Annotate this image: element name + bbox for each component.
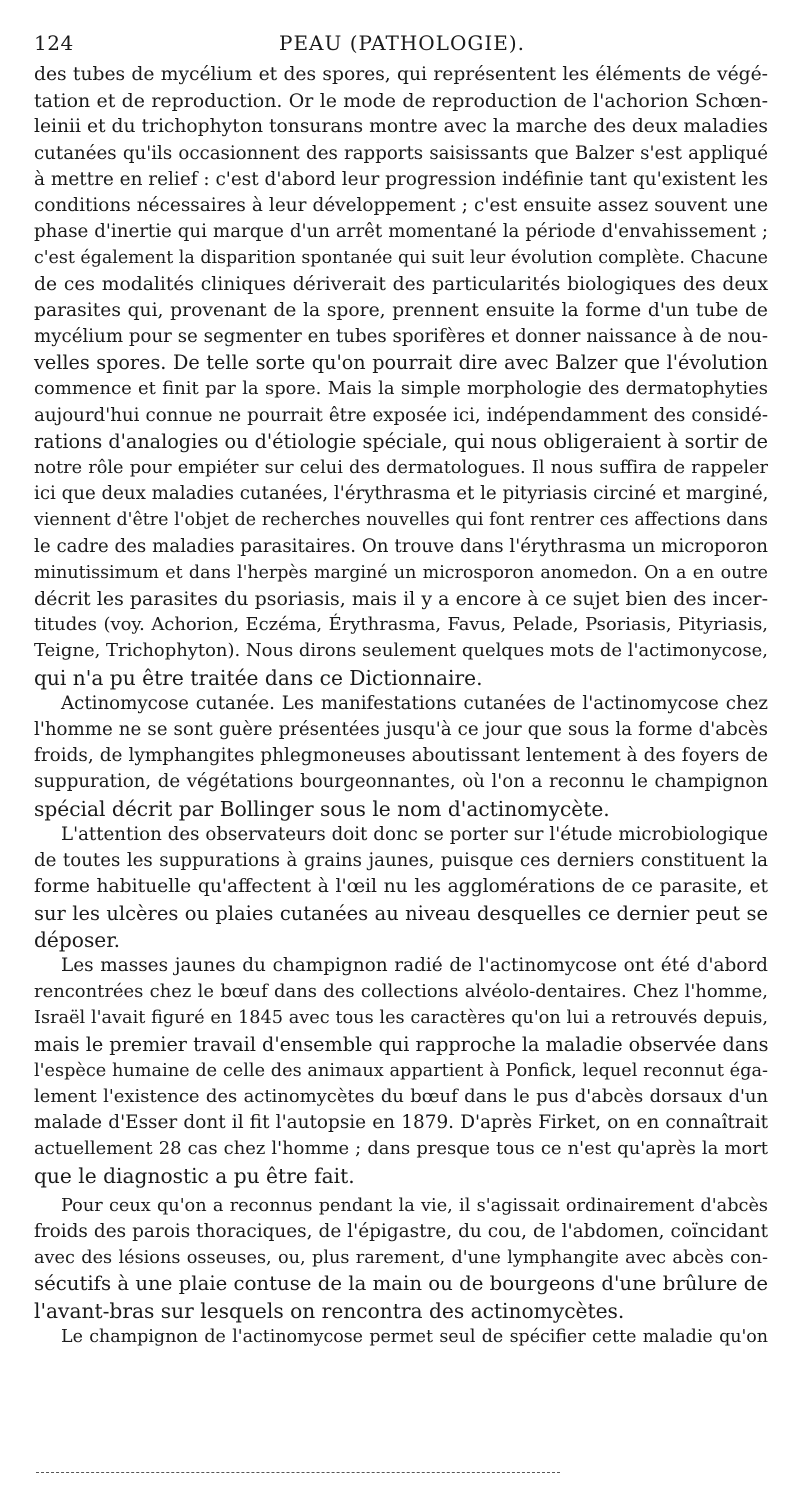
text-line: l'homme ne se sont guère présentées jusqu'à ce jour que sous la forme d'abcès <box>34 719 768 741</box>
text-line: conditions nécessaires à leur développement ; c'est ensuite assez souvent une <box>34 195 768 217</box>
text-line: rencontrées chez le bœuf dans des collections alvéolo-dentaires. Chez l'homme, <box>34 981 768 1003</box>
text-line: mais le premier travail d'ensemble qui rapproche la maladie observée dans <box>34 1032 769 1056</box>
text-line: aujourd'hui connue ne pourrait être exposée ici, indépendamment des considé- <box>34 404 768 426</box>
text-line: spécial décrit par Bollinger sous le nom d'actinomycète. <box>34 796 610 821</box>
text-line: Pour ceux qu'on a reconnus pendant la vie, il s'agissait ordinairement d'abcès <box>61 1195 768 1216</box>
text-line: c'est également la disparition spontanée qui suit leur évolution complète. Chacune <box>34 248 768 269</box>
text-line: déposer. <box>34 927 121 952</box>
text-line: minutissimum et dans l'herpès marginé un microsporon anomedon. On a en outre <box>34 562 768 583</box>
text-line: malade d'Esser dont il fit l'autopsie en 1879. D'après Firket, on en connaîtrait <box>34 1112 768 1134</box>
text-line: forme habituelle qu'affectent à l'œil nu les agglomérations de ce parasite, et <box>34 876 768 898</box>
text-line: l'espèce humaine de celle des animaux appartient à Ponfick, lequel reconnut éga- <box>34 1060 768 1081</box>
text-line: de toutes les suppurations à grains jaunes, puisque ces derniers constituent la <box>34 850 768 872</box>
text-line: rations d'analogies ou d'étiologie spéciale, qui nous obligeraient à sortir de <box>34 429 768 453</box>
paragraph <box>34 822 768 953</box>
text-line: de ces modalités cliniques dériverait des particularités biologiques des deux <box>34 273 768 295</box>
text-line: notre rôle pour empiéter sur celui des dermatologues. Il nous suffira de rappeler <box>34 458 768 479</box>
running-title: PEAU (PATHOLOGIE). <box>279 31 525 55</box>
text-line: décrit les parasites du psoriasis, mais il y a encore à ce sujet bien des incer- <box>34 588 768 611</box>
text-line: phase d'inertie qui marque d'un arrêt momentané la période d'envahissement ; <box>34 221 768 243</box>
text-line: froids, de lymphangites phlegmoneuses aboutissant lentement à des foyers de <box>34 745 768 767</box>
text-line: L'attention des observateurs doit donc se porter sur l'étude microbiologique <box>61 823 768 845</box>
text-line: lement l'existence des actinomycètes du bœuf dans le pus d'abcès dorsaux d'un <box>34 1085 768 1107</box>
paragraph <box>34 1324 768 1350</box>
text-line: sur les ulcères ou plaies cutanées au niveau desquelles ce dernier peut se <box>34 901 768 925</box>
paragraph <box>34 1193 768 1324</box>
text-line: actuellement 28 cas chez l'homme ; dans presque tous ce n'est qu'après la mort <box>34 1138 768 1160</box>
text-line: leinii et du trichophyton tonsurans montre avec la marche des deux maladies <box>34 116 768 138</box>
footer-rule <box>36 1472 560 1473</box>
text-line: sécutifs à une plaie contuse de la main ou de bourgeons d'une brûlure de <box>34 1272 768 1296</box>
text-line: tation et de reproduction. Or le mode de reproduction de l'achorion Schœn- <box>34 90 768 113</box>
text-line: l'avant-bras sur lesquels on rencontra des actinomycètes. <box>34 1298 625 1323</box>
text-line: suppuration, de végétations bourgeonnantes, où l'on a reconnu le champignon <box>34 771 768 793</box>
text-line: des tubes de mycélium et des spores, qui représentent les éléments de végé- <box>34 64 768 85</box>
text-line: velles spores. De telle sorte qu'on pourrait dire avec Balzer que l'évolution <box>34 351 768 375</box>
page-number: 124 <box>34 31 74 55</box>
text-line: que le diagnostic a pu être fait. <box>34 1163 355 1188</box>
text-line: Teigne, Trichophyton). Nous dirons seulement quelques mots de l'actimonycose, <box>34 640 768 662</box>
text-line: Israël l'avait figuré en 1845 avec tous les caractères qu'on lui a retrouvés depuis, <box>34 1008 768 1029</box>
text-line: Le champignon de l'actinomycose permet seul de spécifier cette maladie qu'on <box>61 1326 768 1347</box>
text-line: ici que deux maladies cutanées, l'érythrasma et le pityriasis circiné et marginé, <box>34 483 769 505</box>
text-line: froids des parois thoraciques, de l'épigastre, du cou, de l'abdomen, coïncidant <box>34 1220 768 1242</box>
body-text <box>34 62 768 1350</box>
text-line: avec des lésions osseuses, ou, plus rarement, d'une lymphangite avec abcès con- <box>34 1248 768 1269</box>
text-line: viennent d'être l'objet de recherches nouvelles qui font rentrer ces affections dans <box>34 510 768 531</box>
text-line: à mettre en relief : c'est d'abord leur progression indéfinie tant qu'existent les <box>34 168 769 190</box>
text-line: Les masses jaunes du champignon radié de l'actinomycose ont été d'abord <box>61 954 768 976</box>
page-header <box>34 28 770 58</box>
text-line: titudes (voy. Achorion, Eczéma, Érythrasma, Favus, Pelade, Psoriasis, Pityriasis, <box>34 614 768 636</box>
paragraph <box>34 691 768 822</box>
text-line: cutanées qu'ils occasionnent des rapports saisissants que Balzer s'est appliqué <box>34 142 768 164</box>
paragraph <box>34 953 768 1189</box>
text-line: qui n'a pu être traitée dans ce Dictionnaire. <box>34 665 483 690</box>
text-line: mycélium pour se segmenter en tubes sporifères et donner naissance à de nou- <box>34 326 768 348</box>
text-line: commence et finit par la spore. Mais la simple morphologie des dermatophyties <box>34 378 768 400</box>
text-line: Actinomycose cutanée. Les manifestations cutanées de l'actinomycose chez <box>61 692 768 714</box>
text-line: parasites qui, provenant de la spore, prennent ensuite la forme d'un tube de <box>34 299 768 321</box>
paragraph <box>34 62 768 691</box>
text-line: le cadre des maladies parasitaires. On trouve dans l'érythrasma un microporon <box>34 535 768 557</box>
